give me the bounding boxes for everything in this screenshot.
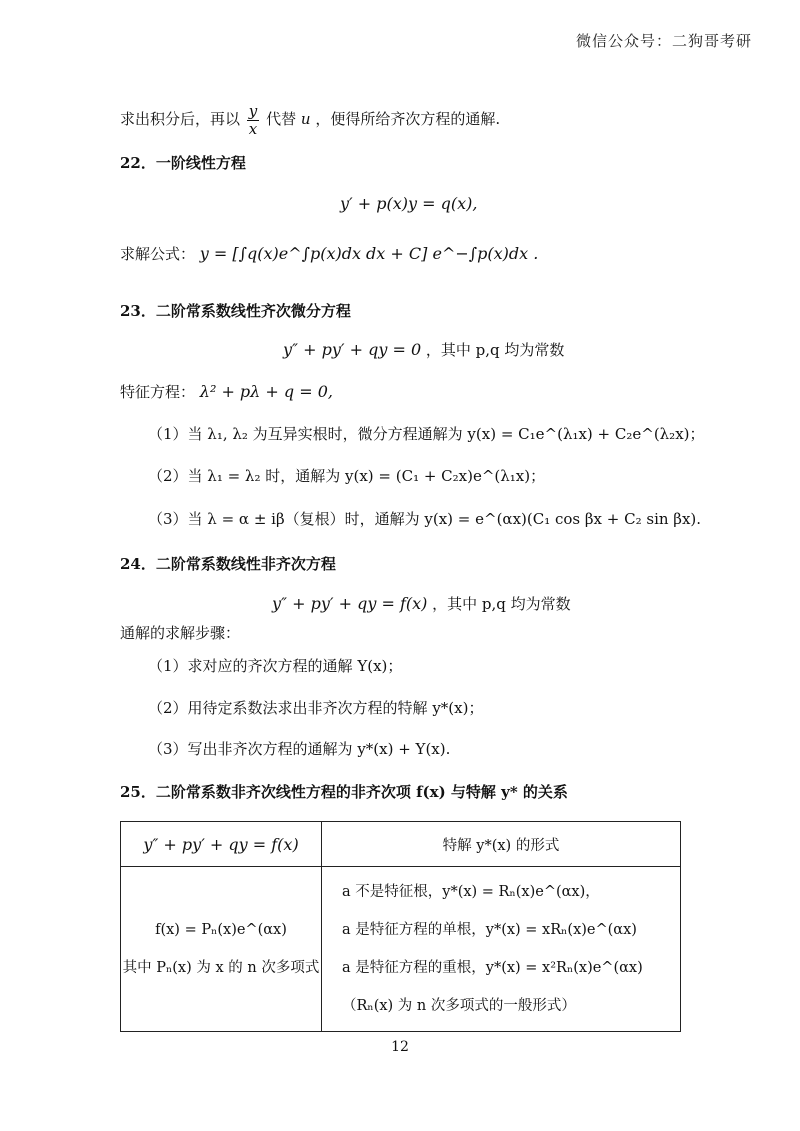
section-24-equation: y″ + py′ + qy = f(x) [272,594,428,613]
table-head-right: 特解 y*(x) 的形式 [322,822,681,867]
intro-mid: 代替 [266,110,297,128]
right-line-3: a 是特征方程的重根，y*(x) = x²Rₙ(x)e^(αx) [342,960,643,976]
section-23-equation: y″ + py′ + qy = 0 [283,340,422,359]
intro-frac-num: y [248,102,258,120]
step-2: （2）用待定系数法求出非齐次方程的特解 y*(x)； [148,699,484,717]
right-line-2: a 是特征方程的单根，y*(x) = xRₙ(x)e^(αx) [342,922,637,938]
section-22-equation: y′ + p(x)y = q(x), [340,194,478,213]
intro-fraction [247,103,259,137]
right-line-4: （Rₙ(x) 为 n 次多项式的一般形式） [342,998,576,1014]
left-line-1: f(x) = Pₙ(x)e^(αx) [155,922,287,938]
table-header-row [121,822,681,867]
table-right-cell [322,867,681,1032]
intro-var: u [300,110,311,128]
relation-table [120,821,681,1032]
section-22-formula [120,244,538,263]
case-1: （1）当 λ₁, λ₂ 为互异实根时，微分方程通解为 y(x) = C₁e^(λ₁x) + C₂e^(λ₂x)； [148,425,705,443]
intro-pre: 求出积分后，再以 [120,110,241,128]
intro-post: ，便得所给齐次方程的通解. [315,110,501,128]
char-label: 特征方程： [120,383,196,401]
case-3: （3）当 λ = α ± iβ（复根）时，通解为 y(x) = e^(αx)(C₁ cos βx + C₂ sin βx). [148,510,702,528]
formula-expression: y = [∫q(x)e^∫p(x)dx dx + C] e^−∫p(x)dx . [199,244,539,263]
section-25-title: 25．二阶常系数非齐次线性方程的非齐次项 f(x) 与特解 y* 的关系 [120,783,568,801]
table-head-left: y″ + py′ + qy = f(x) [121,822,322,867]
section-24-title: 24．二阶常系数线性非齐次方程 [120,555,336,573]
left-line-2: 其中 Pₙ(x) 为 x 的 n 次多项式 [122,960,320,976]
steps-label: 通解的求解步骤： [120,624,241,642]
step-1: （1）求对应的齐次方程的通解 Y(x)； [148,657,403,675]
header-tag: 微信公众号：二狗哥考研 [575,32,752,50]
page-number: 12 [391,1039,409,1055]
intro-frac-den: x [248,119,258,138]
step-3: （3）写出非齐次方程的通解为 y*(x) + Y(x). [148,740,451,758]
section-23-title: 23．二阶常系数线性齐次微分方程 [120,302,351,320]
table-left-cell [121,867,322,1032]
case-2: （2）当 λ₁ = λ₂ 时，通解为 y(x) = (C₁ + C₂x)e^(λ₁x)； [148,467,546,485]
right-line-1: a 不是特征根，y*(x) = Rₙ(x)e^(αx)， [342,884,600,900]
section-22-title: 22．一阶线性方程 [120,154,246,172]
section-23-equation-line [283,340,564,359]
formula-label: 求解公式： [120,245,196,263]
table-row [121,867,681,1032]
characteristic-equation [120,382,333,401]
intro-line [120,103,500,137]
section-24-equation-note: ，其中 p,q 均为常数 [432,595,571,613]
section-23-equation-note: ，其中 p,q 均为常数 [425,341,565,359]
section-24-equation-line [272,594,571,613]
char-expression: λ² + pλ + q = 0, [199,382,333,401]
